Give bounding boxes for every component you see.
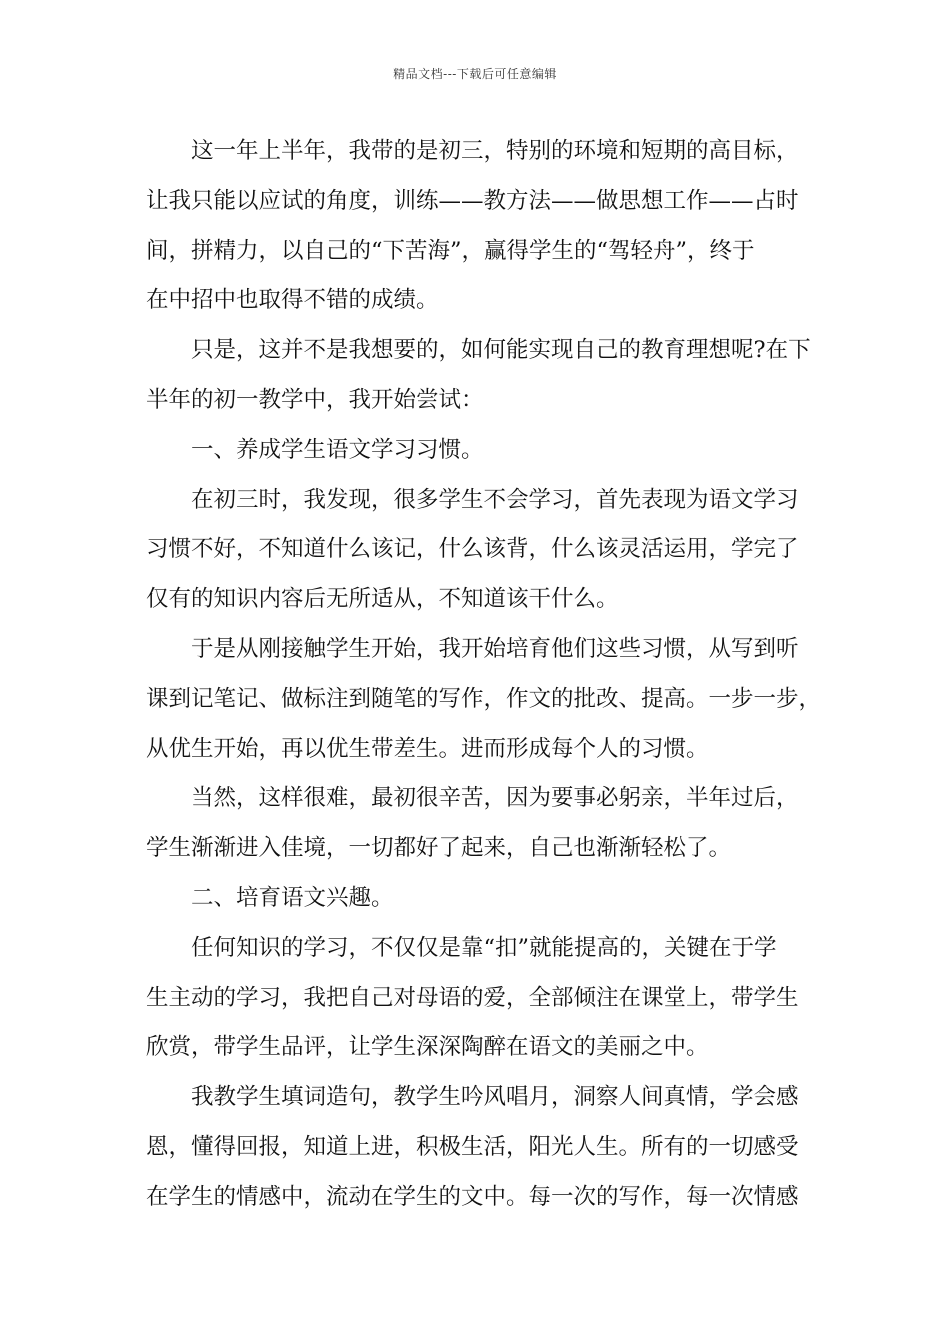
text-line: 课到记笔记、做标注到随笔的写作，作文的批改、提高。一步一步， bbox=[146, 685, 822, 712]
text-line: 在学生的情感中，流动在学生的文中。每一次的写作，每一次情感 bbox=[146, 1183, 799, 1210]
text-line: 学生渐渐进入佳境，一切都好了起来，自己也渐渐轻松了。 bbox=[146, 835, 732, 862]
text-line: 间，拼精力，以自己的“下苦海”，赢得学生的“驾轻舟”，终于 bbox=[146, 237, 755, 264]
text-line: 欣赏，带学生品评，让学生深深陶醉在语文的美丽之中。 bbox=[146, 1034, 709, 1061]
text-line: 恩，懂得回报，知道上进，积极生活，阳光人生。所有的一切感受 bbox=[146, 1133, 799, 1160]
text-line: 任何知识的学习，不仅仅是靠“扣”就能提高的，关键在于学 bbox=[191, 934, 777, 961]
text-line: 半年的初一教学中，我开始尝试： bbox=[146, 386, 484, 413]
text-line: 于是从刚接触学生开始，我开始培育他们这些习惯，从写到听 bbox=[191, 635, 799, 662]
text-line: 在中招中也取得不错的成绩。 bbox=[146, 287, 439, 314]
page-header: 精品文档---下载后可任意编辑 bbox=[393, 67, 557, 81]
section-heading: 二、培育语文兴趣。 bbox=[191, 884, 394, 911]
text-line: 当然，这样很难，最初很辛苦，因为要事必躬亲，半年过后， bbox=[191, 785, 799, 812]
text-line: 习惯不好，不知道什么该记，什么该背，什么该灵活运用，学完了 bbox=[146, 536, 799, 563]
text-line: 让我只能以应试的角度，训练——教方法——做思想工作——占时 bbox=[146, 187, 799, 214]
text-line: 生主动的学习，我把自己对母语的爱，全部倾注在课堂上，带学生 bbox=[146, 984, 799, 1011]
text-line: 这一年上半年，我带的是初三，特别的环境和短期的高目标， bbox=[191, 138, 799, 164]
text-line: 在初三时，我发现，很多学生不会学习，首先表现为语文学习 bbox=[191, 486, 799, 513]
document-body bbox=[146, 131, 822, 1227]
text-line: 仅有的知识内容后无所适从，不知道该干什么。 bbox=[146, 586, 619, 613]
section-heading: 一、养成学生语文学习习惯。 bbox=[191, 436, 484, 463]
text-line: 从优生开始，再以优生带差生。进而形成每个人的习惯。 bbox=[146, 735, 709, 762]
text-line: 我教学生填词造句，教学生吟风唱月，洞察人间真情，学会感 bbox=[191, 1084, 799, 1111]
text-line: 只是，这并不是我想要的，如何能实现自己的教育理想呢?在下 bbox=[191, 337, 811, 364]
